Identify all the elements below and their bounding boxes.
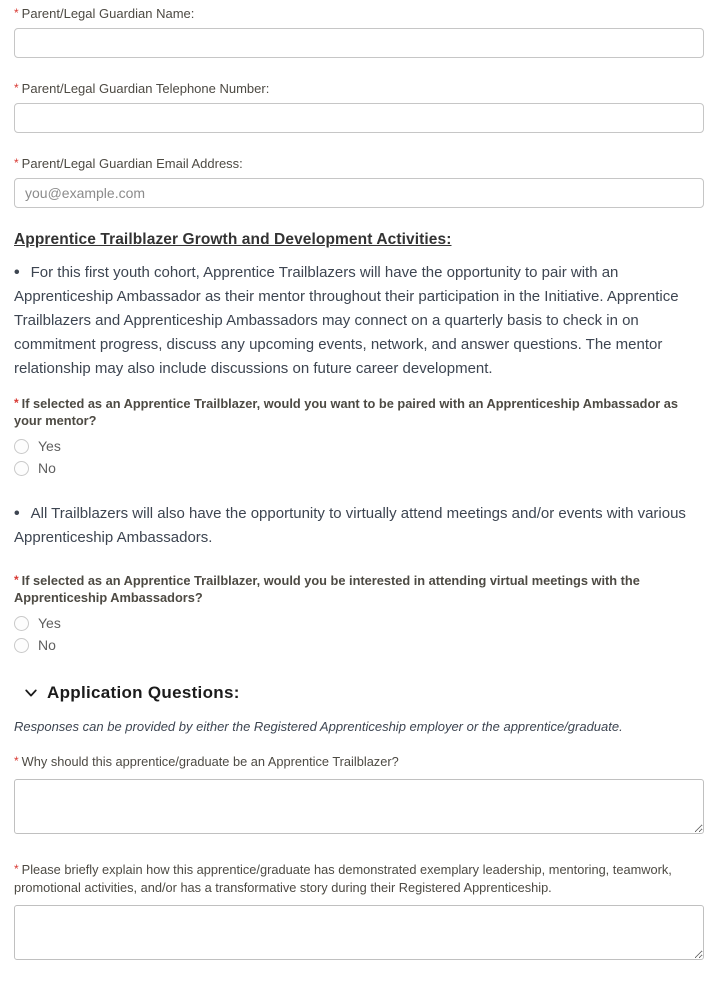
- field-group-guardian-name: [14, 6, 704, 58]
- radio-label-yes: Yes: [38, 615, 61, 631]
- radio-label-yes: Yes: [38, 438, 61, 454]
- radio-label-no: No: [38, 460, 56, 476]
- mentor-pairing-option-no[interactable]: [14, 460, 56, 476]
- virtual-meetings-option-no[interactable]: [14, 637, 56, 653]
- field-group-exemplary-leadership: [14, 860, 704, 965]
- growth-paragraph-1-text: For this first youth cohort, Apprentice Trailblazers will have the opportunity to pair with an Apprenticeship Ambassador as their mentor throughout their participation in the Initiative. Apprentice Trailblazers and Apprenticeship Ambassadors may connect on a quarterly basis to check in on commitment progress, discuss any upcoming events, network, and answer questions. The mentor relationship may also include discussions on future career development.: [14, 264, 679, 377]
- why-trailblazer-label: [14, 752, 704, 771]
- radio-button[interactable]: [14, 461, 29, 476]
- chevron-down-icon: [24, 686, 38, 700]
- required-asterisk: *: [14, 6, 19, 20]
- required-asterisk: *: [14, 156, 19, 170]
- guardian-email-label-text: Parent/Legal Guardian Email Address:: [21, 156, 243, 171]
- mentor-pairing-option-yes[interactable]: [14, 438, 61, 454]
- required-asterisk: *: [14, 573, 19, 587]
- required-asterisk: *: [14, 862, 19, 876]
- mentor-pairing-question-text: If selected as an Apprentice Trailblazer, would you want to be paired with an Apprenticeship Ambassador as your mentor?: [14, 396, 679, 428]
- application-questions-accordion[interactable]: [24, 683, 240, 703]
- guardian-email-label: [14, 156, 704, 171]
- growth-paragraph-1: [14, 261, 704, 381]
- growth-section-heading: Apprentice Trailblazer Growth and Development Activities:: [14, 231, 452, 248]
- guardian-name-input[interactable]: [14, 28, 704, 58]
- required-asterisk: *: [14, 754, 19, 768]
- guardian-phone-input[interactable]: [14, 103, 704, 133]
- radio-button[interactable]: [14, 638, 29, 653]
- field-group-guardian-phone: [14, 81, 704, 133]
- bullet-marker: •: [14, 264, 20, 281]
- why-trailblazer-label-text: Why should this apprentice/graduate be an Apprentice Trailblazer?: [21, 754, 399, 769]
- virtual-meetings-question-text: If selected as an Apprentice Trailblazer, would you be interested in attending virtual meetings with the Apprenticeship Ambassadors?: [14, 573, 640, 605]
- field-group-guardian-email: [14, 156, 704, 208]
- guardian-name-label-text: Parent/Legal Guardian Name:: [21, 6, 195, 21]
- application-questions-title: Application Questions:: [47, 683, 240, 702]
- exemplary-leadership-label: [14, 860, 704, 897]
- guardian-phone-label: [14, 81, 704, 96]
- radio-label-no: No: [38, 637, 56, 653]
- virtual-meetings-question: [14, 572, 704, 606]
- bullet-marker: •: [14, 505, 20, 522]
- exemplary-leadership-label-text: Please briefly explain how this apprentice/graduate has demonstrated exemplary leadership, mentoring, teamwork, promotional activities, and/or has a transformative story during their Registered Apprenticeship.: [14, 862, 672, 895]
- guardian-name-label: [14, 6, 704, 21]
- exemplary-leadership-textarea[interactable]: [14, 905, 704, 960]
- required-asterisk: *: [14, 396, 19, 410]
- radio-button[interactable]: [14, 616, 29, 631]
- why-trailblazer-textarea[interactable]: [14, 779, 704, 834]
- radio-button[interactable]: [14, 439, 29, 454]
- responses-note: Responses can be provided by either the Registered Apprenticeship employer or the apprentice/graduate.: [14, 719, 623, 734]
- field-group-why-trailblazer: [14, 752, 704, 839]
- virtual-meetings-option-yes[interactable]: [14, 615, 61, 631]
- guardian-email-input[interactable]: [14, 178, 704, 208]
- guardian-phone-label-text: Parent/Legal Guardian Telephone Number:: [21, 81, 270, 96]
- required-asterisk: *: [14, 81, 19, 95]
- growth-paragraph-2-text: All Trailblazers will also have the opportunity to virtually attend meetings and/or events with various Apprenticeship Ambassadors.: [14, 505, 686, 546]
- mentor-pairing-question: [14, 395, 704, 429]
- growth-paragraph-2: [14, 502, 704, 550]
